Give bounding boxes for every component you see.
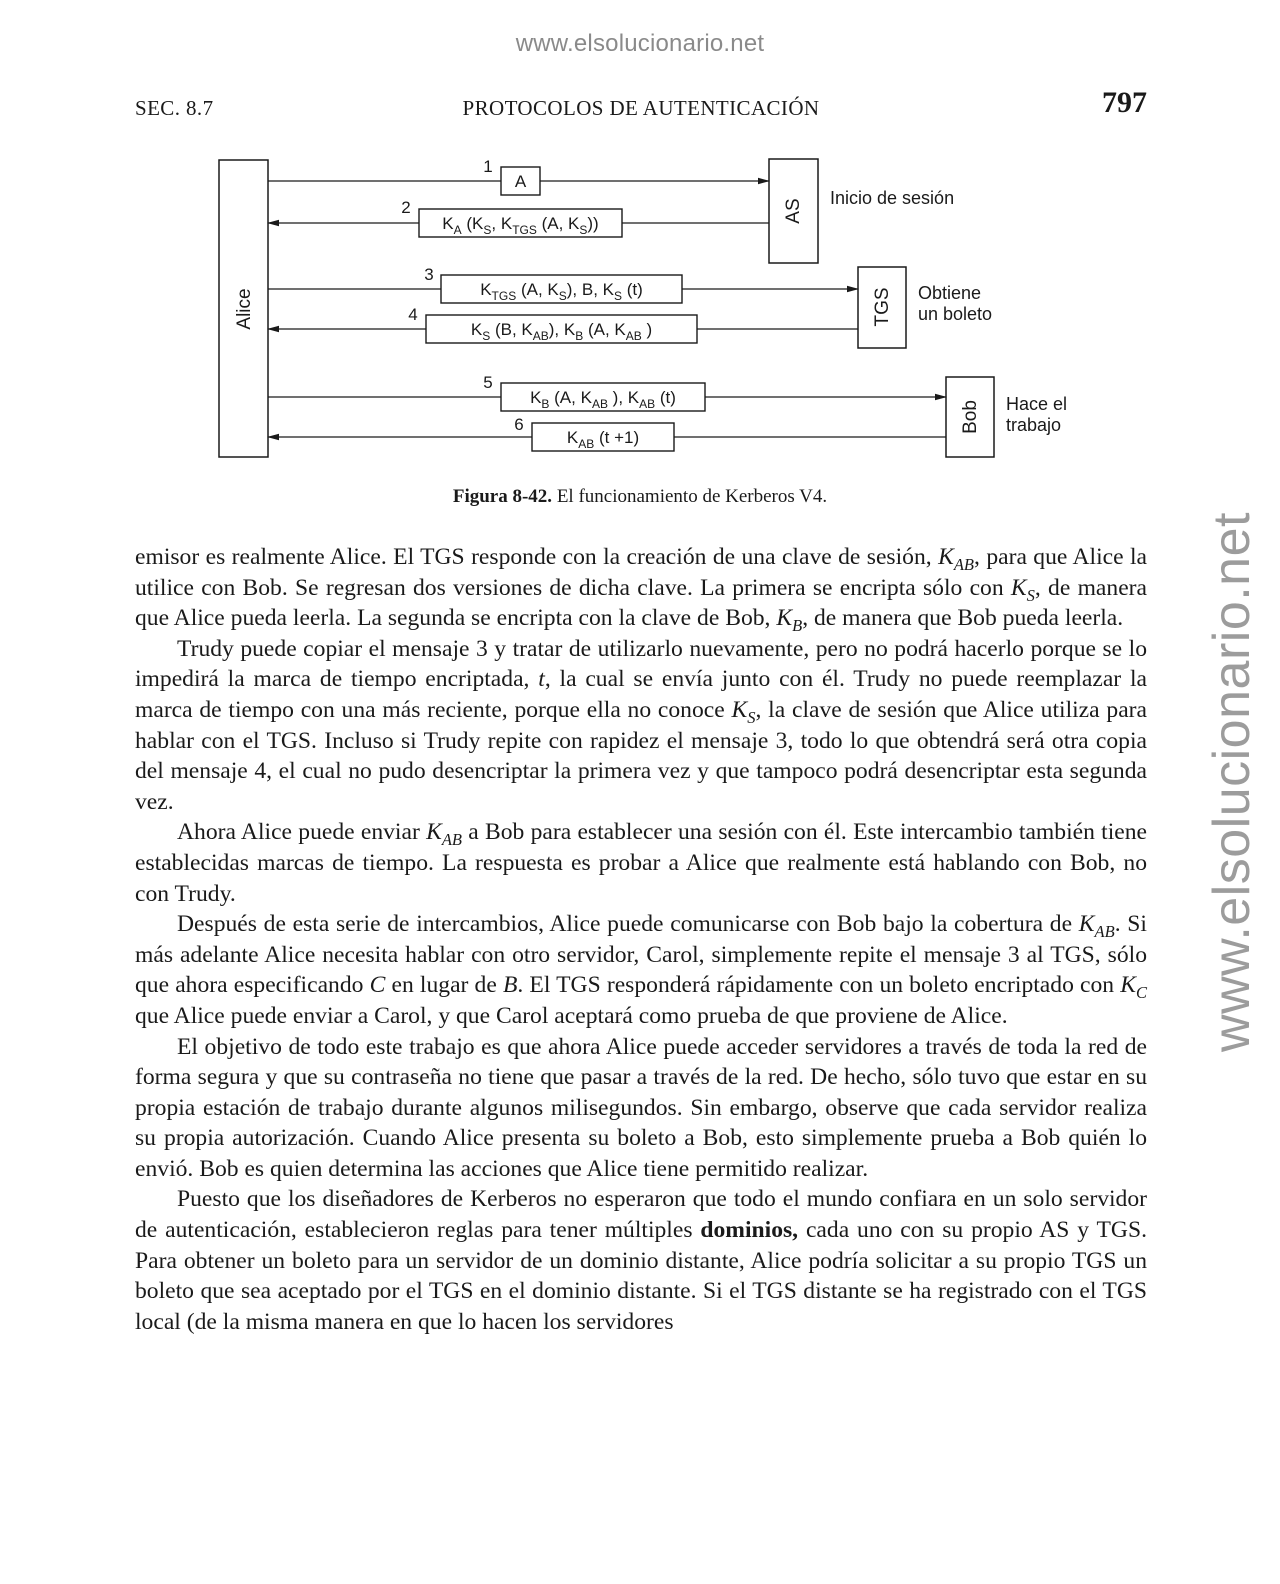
body-paragraph: Trudy puede copiar el mensaje 3 y tratar de utilizarlo nuevamente, pero no podrá hacerlo porque se lo impedirá la marca de tiempo encriptada, t, la cual se envía junto con él. Trudy no puede reemplazar la marca de tiempo con una más reciente, porque ella no conoce $K_S$, la clave de sesión que Alice utiliza para hablar con el TGS. Incluso si Trudy repite con rapidez el mensaje 3, todo lo que obtendrá será otra copia del mensaje 4, el cual no pudo desencriptar la primera vez y que tampoco podrá desencriptar esta segunda vez.: [135, 635, 1147, 815]
watermark-top: www.elsolucionario.net: [515, 30, 765, 57]
body-paragraph: Puesto que los diseñadores de Kerberos no esperaron que todo el mundo confiara en un solo servidor de autenticación, establecieron reglas para tener múltiples dominios, cada uno con su propio AS y TGS. Para obtener un boleto para un servidor de un dominio distante, Alice podría solicitar a su propio TGS un boleto que sea aceptado por el TGS en el dominio distante. Si el TGS distante se ha registrado con el TGS local (de la misma manera en que lo hacen los servidores: [135, 1186, 1147, 1335]
note-do-work-2: trabajo: [1006, 415, 1062, 435]
body-paragraph: El objetivo de todo este trabajo es que ahora Alice puede acceder servidores a través de toda la red de forma segura y que su contraseña no tiene que pasar a través de la red. De hecho, sólo tuvo que estar en su propia estación de trabajo durante algunos milisegundos. Sin embargo, observe que cada servidor realiza su propia autorización. Cuando Alice presenta su boleto a Bob, esto simplemente prueba a Bob quién lo envió. Bob es quien determina las acciones que Alice tiene permitido realizar.: [135, 1033, 1147, 1182]
section-number: SEC. 8.7: [135, 96, 214, 120]
note-login: Inicio de sesión: [830, 188, 955, 208]
message-5-content: $K_B$ (A, $K_{AB}$ ), $K_{AB}$ (t): [530, 388, 676, 411]
figure-caption-text: El funcionamiento de Kerberos V4.: [552, 486, 828, 507]
alice-label: Alice: [234, 288, 255, 330]
message-2-content: $K_A$ ($K_S$, $K_{TGS}$ (A, $K_S$)): [442, 214, 599, 237]
message-1-content: A: [514, 172, 527, 191]
body-text: [135, 542, 1147, 1337]
kerberos-diagram: [0, 0, 1280, 480]
as-label: AS: [783, 198, 804, 224]
watermark-side: www.elsolucionario.net: [1203, 512, 1261, 1052]
message-3-content: $K_{TGS}$ (A, $K_S$), B, $K_S$ (t): [480, 280, 643, 303]
figure-caption: [0, 486, 1280, 508]
note-get-ticket-2: un boleto: [918, 304, 993, 324]
note-get-ticket-1: Obtiene: [918, 283, 982, 303]
body-paragraph: Ahora Alice puede enviar $K_{AB}$ a Bob para establecer una sesión con él. Este intercambio también tiene establecidas marcas de tiempo. La respuesta es probar a Alice que realmente está hablando con Bob, no con Trudy.: [135, 819, 1147, 907]
tgs-label: TGS: [872, 287, 893, 327]
message-3-number: 3: [424, 265, 434, 284]
body-paragraph: emisor es realmente Alice. El TGS responde con la creación de una clave de sesión, $K_{AB}$, para que Alice la utilice con Bob. Se regresan dos versiones de dicha clave. La primera se encripta sólo con $K_S$, de manera que Alice pueda leerla. La segunda se encripta con la clave de Bob, $K_B$, de manera que Bob pueda leerla.: [135, 544, 1147, 635]
message-6-content: $K_{AB}$ (t +1): [566, 428, 640, 451]
message-6-number: 6: [514, 415, 524, 434]
message-4-number: 4: [408, 305, 418, 324]
message-1-number: 1: [483, 157, 493, 176]
note-do-work-1: Hace el: [1006, 394, 1068, 414]
message-2-number: 2: [401, 198, 411, 217]
message-5-number: 5: [483, 373, 493, 392]
figure-caption-label: Figura 8-42.: [452, 486, 553, 507]
message-4-content: $K_S$ (B, $K_{AB}$), $K_B$ (A, $K_{AB}$ ): [470, 320, 653, 343]
bob-label: Bob: [960, 400, 981, 434]
body-paragraph: Después de esta serie de intercambios, Alice puede comunicarse con Bob bajo la cobertura de $K_{AB}$. Si más adelante Alice necesita hablar con otro servidor, Carol, simplemente repite el mensaje 3 al TGS, sólo que ahora especificando C en lugar de B. El TGS responderá rápidamente con un boleto encriptado con $K_C$ que Alice puede enviar a Carol, y que Carol aceptará como prueba de que proviene de Alice.: [135, 911, 1148, 1029]
page-number: 797: [1102, 86, 1147, 119]
chapter-section-title: PROTOCOLOS DE AUTENTICACIÓN: [462, 96, 820, 120]
